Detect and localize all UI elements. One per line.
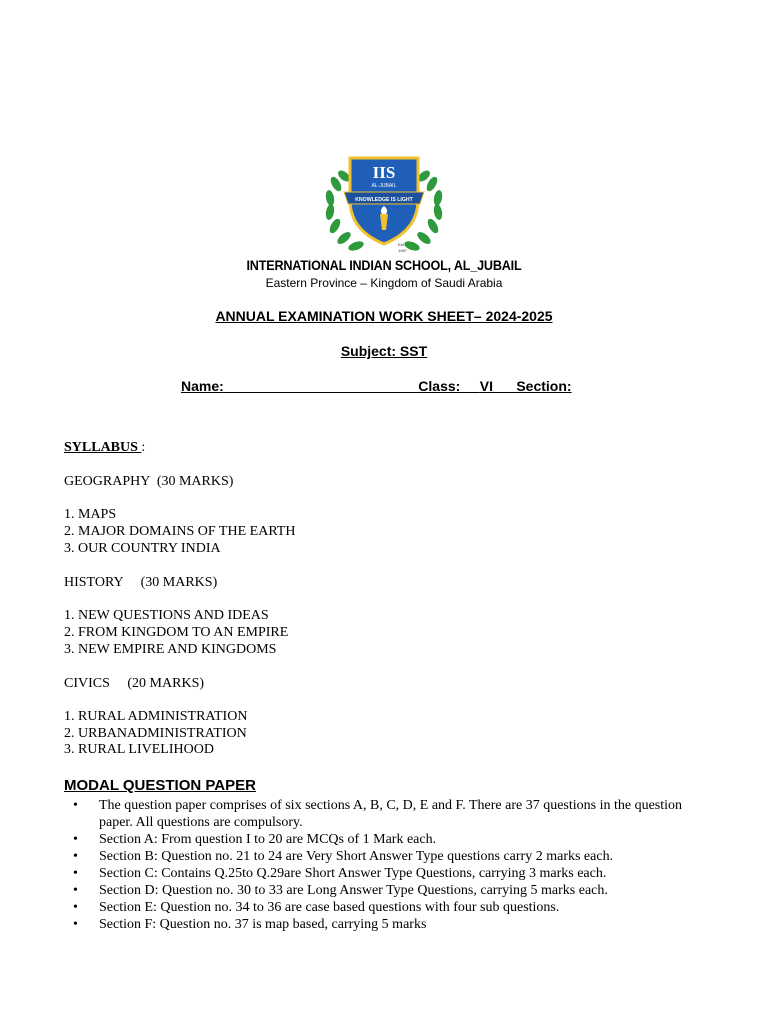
point-text: Section A: From question I to 20 are MCQs of 1 Mark each. [99,832,437,847]
bullet: • [73,798,78,813]
list-item [64,865,704,882]
bullet: • [73,883,78,898]
point-text: Section B: Question no. 21 to 24 are Very Short Answer Type questions carry 2 marks each. [99,849,614,864]
logo-year: 1987 [398,248,407,253]
logo-initials: IIS [372,163,396,182]
name-label: Name: [181,378,224,394]
list-item [64,848,704,865]
geography-title: GEOGRAPHY (30 MARKS) [64,474,234,489]
point-text: The question paper comprises of six sections A, B, C, D, E and F. There are 37 questions in the question paper. All questions are compulsory. [99,798,683,830]
point-text: Section C: Contains Q.25to Q.29are Short Answer Type Questions, carrying 3 marks each. [99,866,607,881]
geography-item: 1. MAPS [64,507,117,522]
bullet: • [73,832,78,847]
list-item [64,916,704,933]
student-info-row [181,378,601,394]
list-item [64,899,704,916]
syllabus-heading: SYLLABUS [64,440,142,455]
section-label: Section: [516,378,572,394]
school-location: Eastern Province – Kingdom of Saudi Arabia [265,276,503,290]
list-item [64,797,704,831]
history-item: 3. NEW EMPIRE AND KINGDOMS [64,642,277,657]
subject-heading: Subject: SST [340,343,428,359]
geography-item: 3. OUR COUNTRY INDIA [64,541,221,556]
logo-city: AL-JUBAIL [371,183,397,189]
bullet: • [73,900,78,915]
modal-points-list [64,797,704,933]
class-value: VI [479,378,493,394]
bullet: • [73,917,78,932]
name-blank[interactable] [224,378,418,394]
logo-motto: KNOWLEDGE IS LIGHT [355,197,413,203]
list-item [64,831,704,848]
history-item: 2. FROM KINGDOM TO AN EMPIRE [64,625,289,640]
point-text: Section D: Question no. 30 to 33 are Long Answer Type Questions, carrying 5 marks each. [99,883,608,898]
syllabus-heading-line [64,440,145,456]
point-text: Section F: Question no. 37 is map based, carrying 5 marks [99,917,427,932]
modal-question-paper-heading: MODAL QUESTION PAPER [64,777,256,794]
geography-item: 2. MAJOR DOMAINS OF THE EARTH [64,524,296,539]
point-text: Section E: Question no. 34 to 36 are case based questions with four sub questions. [99,900,560,915]
civics-item: 3. RURAL LIVELIHOOD [64,742,214,757]
civics-item: 2. URBANADMINISTRATION [64,726,247,741]
exam-title: ANNUAL EXAMINATION WORK SHEET– 2024-2025 [215,308,553,324]
history-item: 1. NEW QUESTIONS AND IDEAS [64,608,269,623]
history-title: HISTORY (30 MARKS) [64,575,218,590]
civics-item: 1. RURAL ADMINISTRATION [64,709,248,724]
school-logo [322,154,446,258]
logo-est: Est. [398,242,405,247]
class-label: Class: [418,378,461,394]
bullet: • [73,849,78,864]
school-name: INTERNATIONAL INDIAN SCHOOL, AL_JUBAIL [246,257,522,273]
list-item [64,882,704,899]
bullet: • [73,866,78,881]
syllabus-colon: : [141,440,146,455]
civics-title: CIVICS (20 MARKS) [64,676,205,691]
